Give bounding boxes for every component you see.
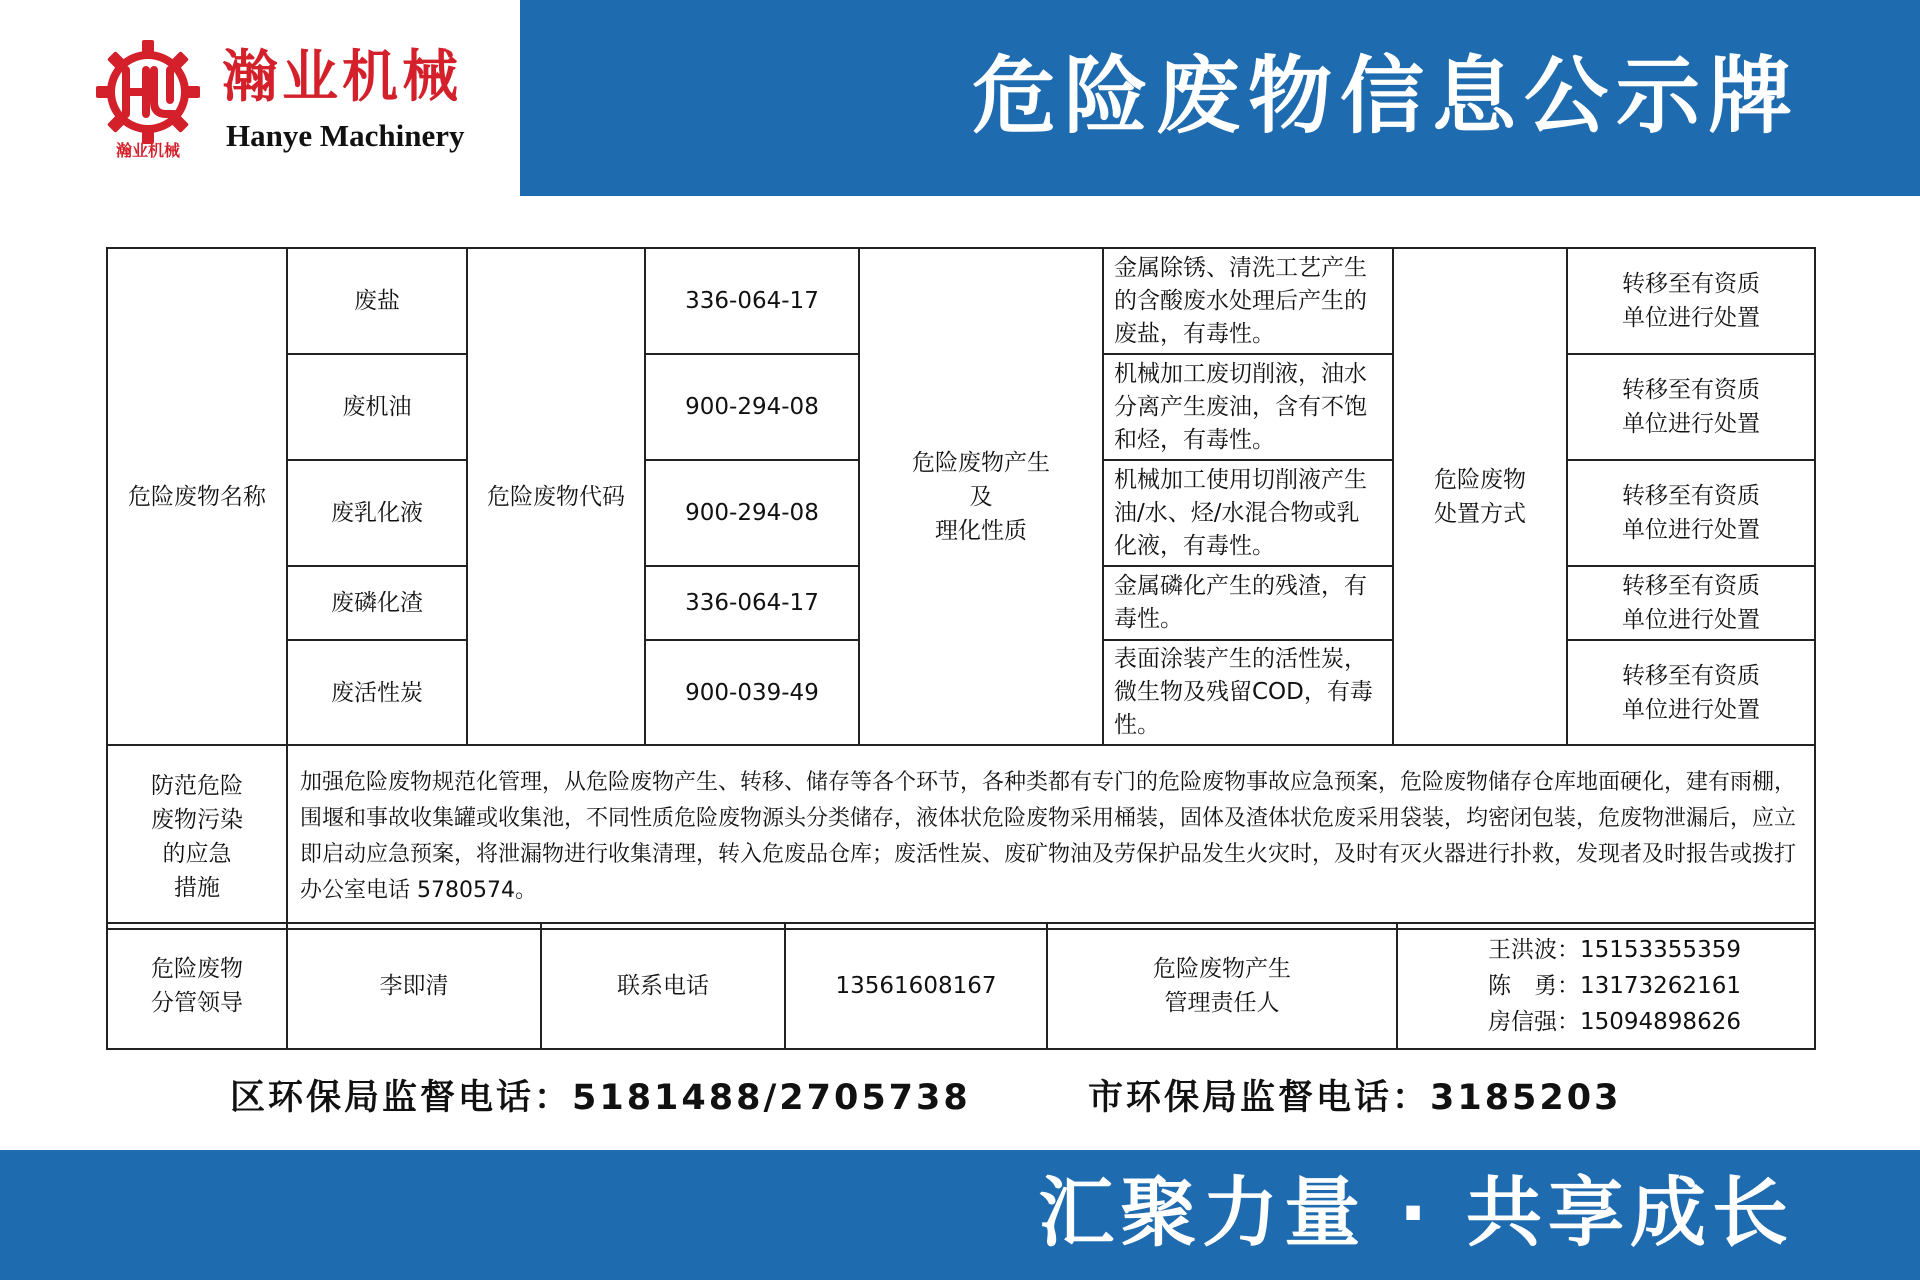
measures-header-line: 废物污染	[151, 807, 243, 833]
measures-header-line: 防范危险	[151, 773, 243, 799]
manager-contacts	[1397, 923, 1815, 1049]
property-header-line: 危险废物产生	[912, 449, 1050, 476]
logo	[0, 0, 520, 196]
disposal-line: 转移至有资质	[1622, 662, 1760, 689]
disposal-header-line: 处置方式	[1434, 500, 1526, 527]
disposal-line: 转移至有资质	[1622, 271, 1760, 297]
logo-small-text: 瀚业机械	[115, 141, 180, 160]
leader-header-line: 分管领导	[151, 990, 243, 1016]
footer-banner	[0, 1150, 1920, 1280]
waste-name: 废活性炭	[287, 640, 467, 745]
disposal-method	[1567, 640, 1815, 745]
disposal-method	[1567, 248, 1815, 354]
disposal-line: 单位进行处置	[1622, 607, 1760, 633]
waste-name: 废机油	[287, 354, 467, 460]
disposal-line: 转移至有资质	[1622, 377, 1760, 403]
waste-name: 废乳化液	[287, 460, 467, 566]
company-name-en: Hanye Machinery	[226, 118, 465, 153]
waste-code: 336-064-17	[645, 248, 859, 354]
waste-property: 机械加工废切削液，油水分离产生废油，含有不饱和烃，有毒性。	[1103, 354, 1393, 460]
slogan: 汇聚力量 · 共享成长	[1038, 1168, 1794, 1257]
emergency-measures-text: 加强危险废物规范化管理，从危险废物产生、转移、储存等各个环节，各种类都有专门的危险废物事故应急预案，危险废物储存仓库地面硬化，建有雨棚，围堰和事故收集罐或收集池，不同性质危险废物源头分类储存，液体状危险废物采用桶装，固体及渣体状危废采用袋装，均密闭包装，危废物泄漏后，应立即启动应急预案，将泄漏物进行收集清理，转入危废品仓库；废活性炭、废矿物油及劳保护品发生火灾时，及时有灭火器进行扑救，发现者及时报告或拨打办公室电话 5780574。	[287, 745, 1815, 929]
disposal-header-line: 危险废物	[1434, 466, 1526, 493]
manager-contact: 房信强：15094898626	[1488, 1009, 1741, 1035]
disposal-line: 单位进行处置	[1622, 305, 1760, 331]
leader-phone: 13561608167	[785, 923, 1047, 1049]
disposal-line: 单位进行处置	[1622, 517, 1760, 543]
disposal-method	[1567, 460, 1815, 566]
page-title: 危险废物信息公示牌	[971, 47, 1800, 145]
property-header	[859, 248, 1103, 745]
contacts-table	[106, 922, 1816, 1050]
property-header-line: 理化性质	[935, 517, 1027, 544]
waste-code: 900-294-08	[645, 460, 859, 566]
district-hotline: 区环保局监督电话：5181488/2705738	[230, 1078, 971, 1118]
measures-header-line: 的应急	[162, 841, 232, 867]
phone-label: 联系电话	[541, 923, 785, 1049]
manager-contact: 陈 勇：13173262161	[1488, 973, 1741, 999]
disposal-line: 单位进行处置	[1622, 411, 1760, 437]
table-row	[107, 248, 1815, 354]
company-name-cn: 瀚业机械	[222, 45, 462, 110]
waste-code: 900-294-08	[645, 354, 859, 460]
measures-row	[107, 745, 1815, 929]
gear-logo-icon	[96, 40, 200, 144]
disposal-method	[1567, 566, 1815, 640]
manager-header	[1047, 923, 1397, 1049]
manager-header-line: 危险废物产生	[1153, 956, 1291, 982]
waste-code: 336-064-17	[645, 566, 859, 640]
disposal-line: 转移至有资质	[1622, 483, 1760, 509]
leader-header-line: 危险废物	[151, 956, 243, 982]
property-header-line: 及	[969, 483, 993, 510]
city-hotline: 市环保局监督电话：3185203	[1088, 1078, 1622, 1118]
waste-property: 机械加工使用切削液产生油/水、烃/水混合物或乳化液，有毒性。	[1103, 460, 1393, 566]
leader-header	[107, 923, 287, 1049]
waste-name: 废盐	[287, 248, 467, 354]
waste-property: 表面涂装产生的活性炭，微生物及残留COD，有毒性。	[1103, 640, 1393, 745]
waste-name-header: 危险废物名称	[107, 248, 287, 745]
disposal-line: 转移至有资质	[1622, 573, 1760, 599]
disposal-line: 单位进行处置	[1622, 696, 1760, 723]
waste-name: 废磷化渣	[287, 566, 467, 640]
header-banner	[0, 0, 1920, 196]
disposal-header	[1393, 248, 1567, 745]
leader-name: 李即清	[287, 923, 541, 1049]
hazardous-waste-table	[106, 247, 1816, 930]
waste-code: 900-039-49	[645, 640, 859, 745]
manager-contact: 王洪波：15153355359	[1488, 937, 1741, 963]
waste-property: 金属磷化产生的残渣，有毒性。	[1103, 566, 1393, 640]
contacts-row	[107, 923, 1815, 1049]
measures-header-line: 措施	[174, 875, 220, 901]
waste-property: 金属除锈、清洗工艺产生的含酸废水处理后产生的废盐，有毒性。	[1103, 248, 1393, 354]
manager-header-line: 管理责任人	[1164, 990, 1280, 1016]
disposal-method	[1567, 354, 1815, 460]
measures-header	[107, 745, 287, 929]
waste-code-header: 危险废物代码	[467, 248, 645, 745]
